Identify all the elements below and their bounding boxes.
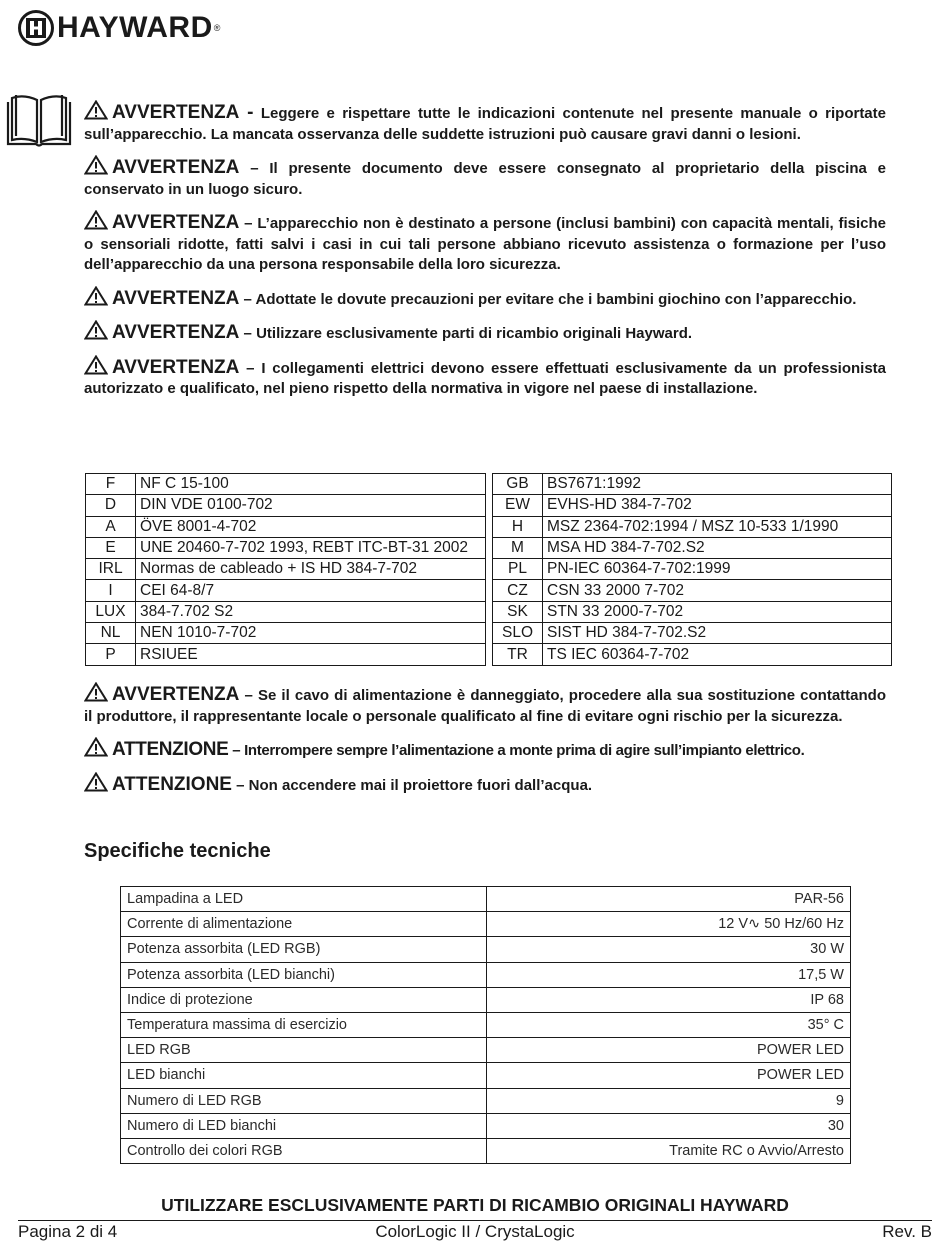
table-gap: [486, 495, 493, 516]
caution-text: – Non accendere mai il proiettore fuori dall’acqua.: [231, 776, 593, 794]
country-code: P: [86, 644, 136, 665]
norm-row: [86, 601, 892, 622]
country-code: I: [86, 580, 136, 601]
warning-keyword: AVVERTENZA: [112, 684, 240, 705]
spec-row: [121, 1113, 851, 1138]
norm-standard: CSN 33 2000 7-702: [543, 580, 892, 601]
warning-text: – Se il cavo di alimentazione è danneggiato, procedere alla sua sostituzione contattando il produttore, il rappresentante locale o personale qualificato al fine di evitare ogni rischio per la sicurezza.: [84, 687, 886, 725]
country-code: F: [86, 474, 136, 495]
warning-triangle-icon: [84, 355, 108, 375]
norm-standard: ÖVE 8001-4-702: [136, 516, 486, 537]
country-code: SK: [493, 601, 543, 622]
norm-standard: BS7671:1992: [543, 474, 892, 495]
warning-text: – Utilizzare esclusivamente parti di ricambio originali Hayward.: [239, 325, 693, 342]
norm-standard: 384-7.702 S2: [136, 601, 486, 622]
table-gap: [486, 644, 493, 665]
warnings-top: [84, 100, 886, 410]
warning-4: [84, 286, 886, 311]
warning-triangle-icon: [84, 210, 108, 230]
spec-row: [121, 1038, 851, 1063]
spec-label: Corrente di alimentazione: [121, 912, 487, 937]
norm-standard: DIN VDE 0100-702: [136, 495, 486, 516]
spec-label: Potenza assorbita (LED bianchi): [121, 962, 487, 987]
spec-value: PAR-56: [487, 887, 851, 912]
spec-row: [121, 1012, 851, 1037]
warning-7: [84, 682, 886, 727]
electrical-norms-table: [85, 473, 892, 666]
spec-row: [121, 1138, 851, 1163]
country-code: D: [86, 495, 136, 516]
warning-text: – L’apparecchio non è destinato a persone (inclusi bambini) con capacità mentali, fisiche o sensoriali ridotte, fatti salvi i casi in cui tali persone abbiano ricevuto assistenza o formazione per l’uso dell’apparecchio da una persona responsabile della loro sicurezza.: [84, 215, 886, 273]
norm-row: [86, 580, 892, 601]
norm-row: [86, 644, 892, 665]
spec-value: 12 V∿ 50 Hz/60 Hz: [487, 912, 851, 937]
spec-label: LED bianchi: [121, 1063, 487, 1088]
warning-text: – Il presente documento deve essere consegnato al proprietario della piscina e conservato in un luogo sicuro.: [84, 160, 886, 198]
spec-value: POWER LED: [487, 1063, 851, 1088]
norm-standard: SIST HD 384-7-702.S2: [543, 623, 892, 644]
caution-text: – Interrompere sempre l’alimentazione a monte prima di agire sull’impianto elettrico.: [228, 742, 805, 759]
spec-value: 30 W: [487, 937, 851, 962]
norm-standard: CEI 64-8/7: [136, 580, 486, 601]
country-code: A: [86, 516, 136, 537]
spec-row: [121, 962, 851, 987]
country-code: CZ: [493, 580, 543, 601]
norm-standard: STN 33 2000-7-702: [543, 601, 892, 622]
spec-label: LED RGB: [121, 1038, 487, 1063]
spec-value: 30: [487, 1113, 851, 1138]
warning-keyword: AVVERTENZA: [112, 157, 240, 178]
spec-label: Controllo dei colori RGB: [121, 1138, 487, 1163]
original-parts-note: UTILIZZARE ESCLUSIVAMENTE PARTI DI RICAMBIO ORIGINALI HAYWARD: [161, 1195, 789, 1215]
country-code: E: [86, 537, 136, 558]
spec-row: [121, 937, 851, 962]
spec-label: Potenza assorbita (LED RGB): [121, 937, 487, 962]
spec-value: POWER LED: [487, 1038, 851, 1063]
norm-row: [86, 623, 892, 644]
specifications-table: [120, 886, 851, 1164]
country-code: IRL: [86, 559, 136, 580]
warning-1: [84, 100, 886, 145]
norm-standard: NF C 15-100: [136, 474, 486, 495]
warning-text: Leggere e rispettare tutte le indicazioni contenute nel presente manuale o riportate sull’apparecchio. La mancata osservanza delle suddette istruzioni può causare gravi danni o lesioni.: [84, 105, 886, 143]
norm-standard: MSZ 2364-702:1994 / MSZ 10-533 1/1990: [543, 516, 892, 537]
spec-row: [121, 1063, 851, 1088]
spec-value: 17,5 W: [487, 962, 851, 987]
country-code: H: [493, 516, 543, 537]
country-code: TR: [493, 644, 543, 665]
warning-triangle-icon: [84, 772, 108, 792]
norm-standard: TS IEC 60364-7-702: [543, 644, 892, 665]
warning-triangle-icon: [84, 155, 108, 175]
product-name: ColorLogic II / CrystaLogic: [375, 1222, 575, 1241]
hayward-logo: [18, 10, 220, 46]
warning-keyword: AVVERTENZA: [112, 322, 240, 343]
spec-row: [121, 887, 851, 912]
spec-row: [121, 1088, 851, 1113]
spec-label: Temperatura massima di esercizio: [121, 1012, 487, 1037]
caution-1: [84, 737, 886, 762]
table-gap: [486, 601, 493, 622]
spec-label: Numero di LED RGB: [121, 1088, 487, 1113]
warning-triangle-icon: [84, 737, 108, 757]
caution-keyword: ATTENZIONE: [112, 739, 229, 760]
warning-5: [84, 320, 886, 345]
table-gap: [486, 580, 493, 601]
spec-heading: Specifiche tecniche: [84, 840, 271, 862]
spec-row: [121, 987, 851, 1012]
norm-standard: EVHS-HD 384-7-702: [543, 495, 892, 516]
open-book-icon: [6, 92, 72, 148]
country-code: GB: [493, 474, 543, 495]
country-code: EW: [493, 495, 543, 516]
norm-row: [86, 474, 892, 495]
table-gap: [486, 559, 493, 580]
warning-3: [84, 210, 886, 276]
specs-table-body: [121, 887, 851, 1164]
country-code: M: [493, 537, 543, 558]
spec-value: IP 68: [487, 987, 851, 1012]
hayward-logo-icon: [18, 10, 54, 46]
revision: Rev. B: [882, 1222, 932, 1241]
warning-text: – I collegamenti elettrici devono essere effettuati esclusivamente da un professionista autorizzato e qualificato, nel pieno rispetto della normativa in vigore nel paese di installazione.: [84, 359, 886, 397]
table-gap: [486, 516, 493, 537]
warnings-bottom: [84, 682, 886, 806]
warning-keyword: AVVERTENZA: [112, 356, 240, 378]
spec-label: Lampadina a LED: [121, 887, 487, 912]
norm-row: [86, 559, 892, 580]
warning-text: – Adottate le dovute precauzioni per evitare che i bambini giochino con l’apparecchio.: [239, 290, 857, 308]
norm-row: [86, 537, 892, 558]
logo-wordmark: HAYWARD: [57, 11, 213, 44]
norm-row: [86, 516, 892, 537]
caution-keyword: ATTENZIONE: [112, 773, 232, 795]
table-gap: [486, 537, 493, 558]
country-code: PL: [493, 559, 543, 580]
table-gap: [486, 623, 493, 644]
warning-2: [84, 155, 886, 200]
caution-2: [84, 772, 886, 797]
norm-standard: MSA HD 384-7-702.S2: [543, 537, 892, 558]
spec-label: Numero di LED bianchi: [121, 1113, 487, 1138]
warning-triangle-icon: [84, 286, 108, 306]
table-gap: [486, 474, 493, 495]
norm-standard: UNE 20460-7-702 1993, REBT ITC-BT-31 2002: [136, 537, 486, 558]
page-number: Pagina 2 di 4: [18, 1222, 118, 1241]
warning-triangle-icon: [84, 682, 108, 702]
norm-standard: PN-IEC 60364-7-702:1999: [543, 559, 892, 580]
spec-value: Tramite RC o Avvio/Arresto: [487, 1138, 851, 1163]
spec-value: 9: [487, 1088, 851, 1113]
footer-divider: [18, 1220, 932, 1221]
country-code: SLO: [493, 623, 543, 644]
registered-mark: ®: [213, 23, 221, 33]
warning-keyword: AVVERTENZA: [112, 212, 240, 233]
norm-standard: Normas de cableado + IS HD 384-7-702: [136, 559, 486, 580]
norm-row: [86, 495, 892, 516]
spec-label: Indice di protezione: [121, 987, 487, 1012]
country-code: LUX: [86, 601, 136, 622]
country-code: NL: [86, 623, 136, 644]
warning-keyword: AVVERTENZA: [112, 287, 240, 309]
warning-triangle-icon: [84, 320, 108, 340]
warning-6: [84, 355, 886, 400]
norm-standard: NEN 1010-7-702: [136, 623, 486, 644]
norms-table-body: [86, 474, 892, 666]
spec-value: 35° C: [487, 1012, 851, 1037]
spec-row: [121, 912, 851, 937]
warning-triangle-icon: [84, 100, 108, 120]
norm-standard: RSIUEE: [136, 644, 486, 665]
warning-keyword: AVVERTENZA -: [112, 102, 254, 123]
